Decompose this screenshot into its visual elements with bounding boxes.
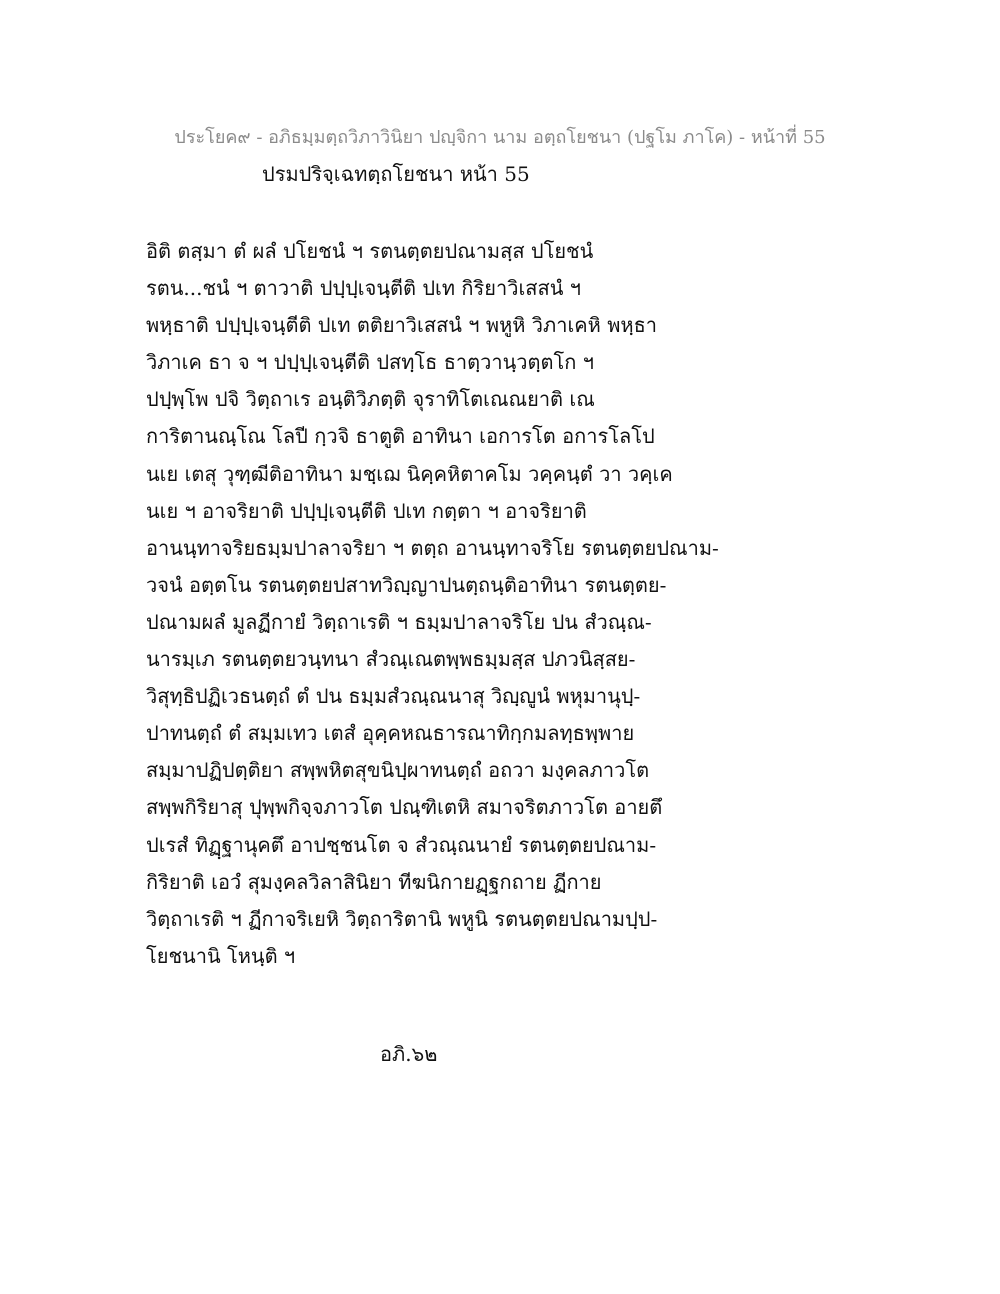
text-line: สพฺพกิริยาสุ ปุพฺพกิจฺจภาวโต ปณฺฑิเตหิ สมาจริตภาวโต อายตึ [146,795,663,820]
text-line: วิตฺถาเรติ ฯ ฏีกาจริเยหิ วิตฺถาริตานิ พหูนิ รตนตฺตยปณามปฺป- [146,906,658,931]
text-line: รตน...ชนํ ฯ ตาวาติ ปปฺปฺเจนฺตีติ ปเท กิริยาวิเสสนํ ฯ [146,276,581,301]
text-line: นเย เตสุ วุฑฺฒีติอาทินา มชฺเฌ นิคฺคหิตาคโม วคฺคนฺตํ วา วคฺเค [146,461,673,486]
text-line: ปณามผลํ มูลฏีกายํ วิตฺถาเรติ ฯ ธมฺมปาลาจริโย ปน สํวณฺณ- [146,609,652,634]
text-line: นารมฺเภ รตนตฺตยวนฺทนา สํวณฺเณตพฺพธมฺมสฺส ปภวนิสฺสย- [146,647,636,672]
text-line: โยชนานิ โหนฺติ ฯ [146,943,296,968]
text-line: สมฺมาปฏิปตฺติยา สพฺพหิตสุขนิปฺผาทนตฺถํ อถวา มงฺคลภาวโต [146,758,650,783]
body-text [146,233,846,975]
text-line: อิติ ตสฺมา ตํ ผลํ ปโยชนํ ฯ รตนตฺตยปณามสฺส ปโยชนํ [146,239,594,263]
text-line: ปเรสํ ทิฏฺฐานุคตึ อาปชฺชนโต จ สํวณฺณนายํ รตนตฺตยปณาม- [146,832,657,857]
text-line: ปปฺพฺโพ ปจิ วิตฺถาเร อนฺติวิภตฺติ จุราทิโตเณณยาติ เณ [146,387,595,412]
text-line: อานนฺทาจริยธมฺมปาลาจริยา ฯ ตตฺถ อานนฺทาจริโย รตนตฺตยปณาม- [146,535,719,560]
text-line: วจนํ อตฺตโน รตนตฺตยปสาทวิญฺญาปนตฺถนฺติอาทินา รตนตฺตย- [146,572,667,597]
text-line: การิตานณฺโณ โลปี กฺวจิ ธาตูติ อาทินา เอการโต อการโลโป [146,424,655,449]
text-line: ปาทนตฺถํ ตํ สมฺมเทว เตสํ อุคฺคหณธารณาทิกฺกมลทฺธพฺพาย [146,721,635,746]
text-line: วิสุทฺธิปฏิเวธนตฺถํ ตํ ปน ธมฺมสํวณฺณนาสุ วิญฺญูนํ พหุมานุปฺ- [146,684,641,709]
text-line: กิริยาติ เอวํ สุมงฺคลวิลาสินิยา ทีฆนิกายฏฺฐกถาย ฏีกาย [146,869,602,894]
running-header: ประโยค๙ - อภิธมฺมตฺถวิภาวินิยา ปญฺจิกา นาม อตฺถโยชนา (ปฐโม ภาโค) - หน้าที่ 55 [174,127,826,148]
page-subtitle: ปรมปริจฺเฉทตฺถโยชนา หน้า 55 [262,162,530,186]
text-line: นเย ฯ อาจริยาติ ปปฺปฺเจนฺตีติ ปเท กตฺตา ฯ อาจริยาติ [146,498,587,523]
text-line: วิภาเค ธา จ ฯ ปปฺปฺเจนฺตีติ ปสทฺโธ ธาตฺวานฺวตฺตโก ฯ [146,350,594,375]
page-reference: อภิ.๖๒ [380,1042,438,1066]
text-line: พหฺธาติ ปปฺปฺเจนฺตีติ ปเท ตติยาวิเสสนํ ฯ พหูหิ วิภาเคหิ พหฺธา [146,313,658,338]
